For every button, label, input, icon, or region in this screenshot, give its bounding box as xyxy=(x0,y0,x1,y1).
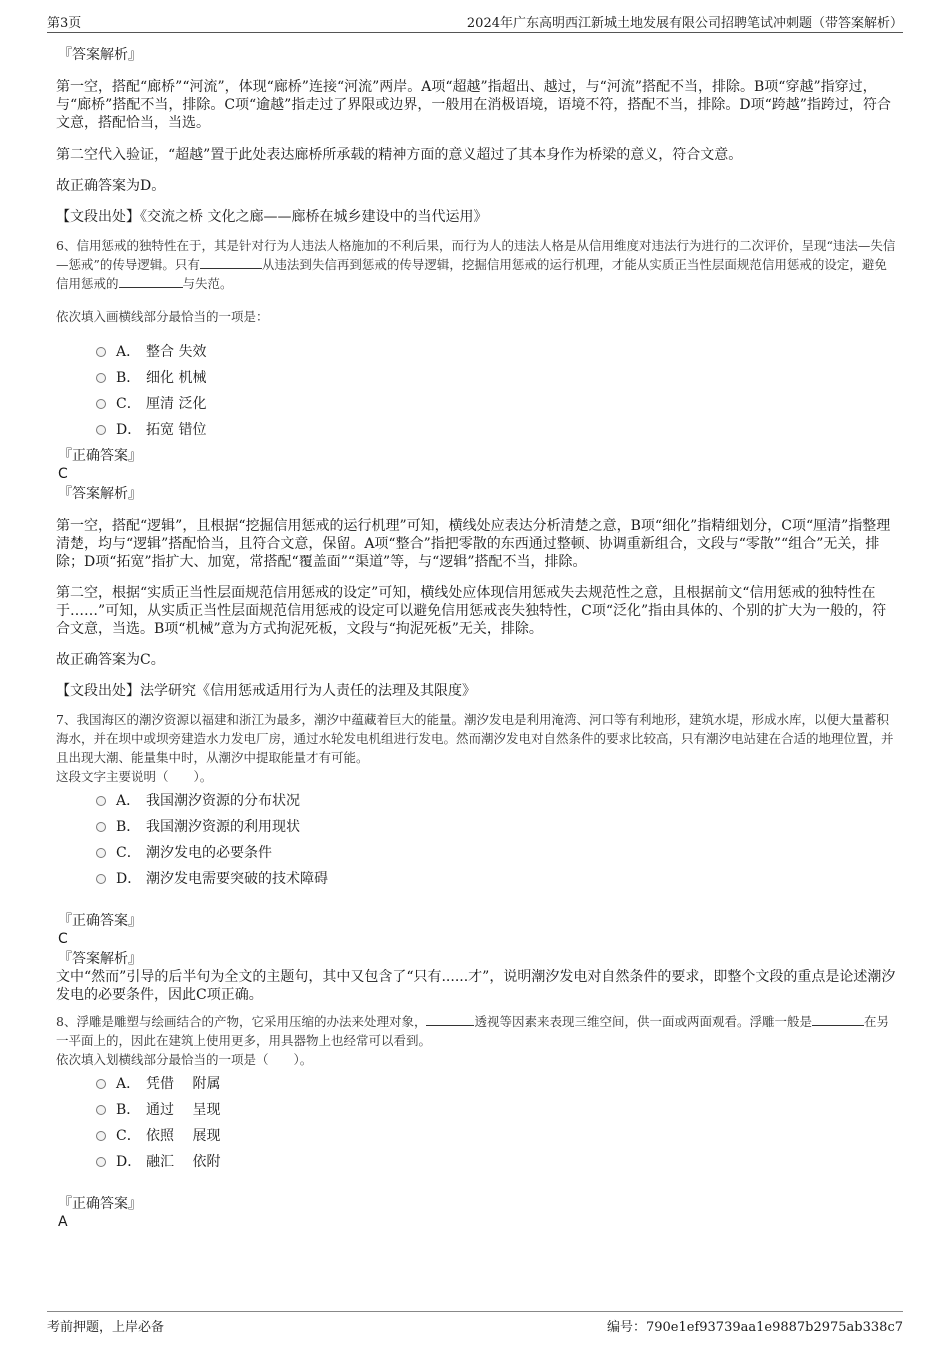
q8-stem-b: 透视等因素来表现三维空间，供一面或两面观看。浮雕一般是 xyxy=(474,1014,812,1029)
page-number: 第3页 xyxy=(47,16,82,31)
q6-analysis-p2: 第二空，根据“实质正当性层面规范信用惩戒的设定”可知，横线处应体现信用惩戒失去规范性之意，且根据前文“信用惩戒的独特性在于……”可知，从实质正当性层面规范信用惩戒的设定可以避免信用惩戒丧失独特性，C项“泛化”指由具体的、个别的扩大为一般的，符合文意，当选。B项“机械”意为方式拘泥死板，文段与“拘泥死板”无关，排除。 xyxy=(56,585,887,637)
q6-option-a[interactable]: A． 整合 失效 xyxy=(96,339,896,365)
q8-answer-label: 『正确答案』 xyxy=(58,1196,142,1212)
q7-analysis-label: 『答案解析』 xyxy=(58,951,142,967)
q8-stem xyxy=(56,1012,896,1050)
q8-option-a[interactable]: A． 凭借 附属 xyxy=(96,1071,896,1097)
q7-options xyxy=(56,788,896,892)
q5-analysis-p2: 第二空代入验证，“超越”置于此处表达廊桥所承载的精神方面的意义超过了其本身作为桥梁的意义，符合文意。 xyxy=(56,147,743,163)
q8-stem-a: 8、浮雕是雕塑与绘画结合的产物，它采用压缩的办法来处理对象， xyxy=(56,1014,427,1029)
document-title: 2024年广东高明西江新城土地发展有限公司招聘笔试冲刺题（带答案解析） xyxy=(466,16,903,31)
radio-icon[interactable] xyxy=(96,1157,106,1167)
q7-option-a[interactable]: A． 我国潮汐资源的分布状况 xyxy=(96,788,896,814)
q7-answer: C xyxy=(58,931,68,947)
q7-option-c[interactable]: C． 潮汐发电的必要条件 xyxy=(96,840,896,866)
q6-stem-a: 6、信用惩戒的独特性在于，其是针对行为人违法人格施加的不利后果，而行为人的违法人格是从信用维度对违法行为进行的二次评价，呈现“违法—失信—惩戒”的传导逻辑。只有 xyxy=(56,238,896,272)
q7-analysis: 文中“然而”引导的后半句为全文的主题句，其中又包含了“只有......才”，说明潮汐发电对自然条件的要求，即整个文段的重点是论述潮汐发电的必要条件，因此C项正确。 xyxy=(56,969,896,1003)
q7-option-b[interactable]: B． 我国潮汐资源的利用现状 xyxy=(96,814,896,840)
radio-icon[interactable] xyxy=(96,347,106,357)
radio-icon[interactable] xyxy=(96,425,106,435)
q8-stem-c: 在另一平面上的，因此在建筑上使用更多，用具器物上也经常可以看到。 xyxy=(56,1014,889,1048)
radio-icon[interactable] xyxy=(96,874,106,884)
q7-answer-label: 『正确答案』 xyxy=(58,913,142,929)
footer-serial: 编号：790e1ef93739aa1e9887b2975ab338c7 xyxy=(606,1320,903,1335)
q8-prompt: 依次填入划横线部分最恰当的一项是（ ）。 xyxy=(56,1052,313,1067)
radio-icon[interactable] xyxy=(96,848,106,858)
q6-analysis-p1: 第一空，搭配“逻辑”，且根据“挖掘信用惩戒的运行机理”可知，横线处应表达分析清楚之意，B项“细化”指精细划分，C项“厘清”指整理清楚，均与“逻辑”搭配恰当，且符合文意，保留。A项“整合”指把零散的东西通过整顿、协调重新组合，文段与“零散”“组合”无关，排除；D项“拓宽”指扩大、加宽，常搭配“覆盖面”“渠道”等，与“逻辑”搭配不当，排除。 xyxy=(56,518,891,570)
footer-slogan: 考前押题，上岸必备 xyxy=(47,1320,165,1335)
radio-icon[interactable] xyxy=(96,796,106,806)
q7-option-d[interactable]: D． 潮汐发电需要突破的技术障碍 xyxy=(96,866,896,892)
q6-blank-2 xyxy=(119,275,183,288)
radio-icon[interactable] xyxy=(96,1105,106,1115)
q6-stem xyxy=(56,236,896,293)
q5-conclusion: 故正确答案为D。 xyxy=(56,178,166,194)
radio-icon[interactable] xyxy=(96,822,106,832)
q8-option-c[interactable]: C． 依照 展现 xyxy=(96,1123,896,1149)
q6-conclusion: 故正确答案为C。 xyxy=(56,652,165,668)
q8-blank-1 xyxy=(426,1013,474,1026)
q8-option-b[interactable]: B． 通过 呈现 xyxy=(96,1097,896,1123)
q6-blank-1 xyxy=(200,256,262,269)
q7-stem: 7、我国海区的潮汐资源以福建和浙江为最多，潮汐中蕴藏着巨大的能量。潮汐发电是利用淹湾、河口等有利地形，建筑水堤，形成水库，以便大量蓄积海水，并在坝中或坝旁建造水力发电厂房，通过水轮发电机组进行发电。然而潮汐发电对自然条件的要求比较高，只有潮汐电站建在合适的地理位置，并且出现大潮、能量集中时，从潮汐中提取能量才有可能。 xyxy=(56,712,894,765)
q6-answer-label: 『正确答案』 xyxy=(58,448,142,464)
page-content xyxy=(56,44,896,1231)
q6-options xyxy=(56,339,896,443)
q5-analysis-p1: 第一空，搭配“廊桥”“河流”，体现“廊桥”连接“河流”两岸。A项“超越”指超出、越过，与“河流”搭配不当，排除。B项“穿越”指穿过，与“廊桥”搭配不当，排除。C项“逾越”指走过了界限或边界，一般用在消极语境，语境不符，搭配不当，排除。D项“跨越”指跨过，符合文意，搭配恰当，当选。 xyxy=(56,79,891,131)
q6-stem-b: 从违法到失信再到惩戒的传导逻辑，挖掘信用惩戒的运行机理，才能从实质正当性层面规范信用惩戒的设定，避免信用惩戒的 xyxy=(56,257,887,291)
radio-icon[interactable] xyxy=(96,373,106,383)
q8-option-d[interactable]: D． 融汇 依附 xyxy=(96,1149,896,1175)
page-header xyxy=(47,12,903,33)
q6-stem-c: 与失范。 xyxy=(182,276,233,291)
q6-prompt: 依次填入画横线部分最恰当的一项是： xyxy=(56,309,269,324)
q5-analysis-label: 『答案解析』 xyxy=(58,47,142,63)
q6-option-c[interactable]: C． 厘清 泛化 xyxy=(96,391,896,417)
radio-icon[interactable] xyxy=(96,399,106,409)
q6-option-d[interactable]: D． 拓宽 错位 xyxy=(96,417,896,443)
q6-source: 【文段出处】法学研究《信用惩戒适用行为人责任的法理及其限度》 xyxy=(56,683,476,699)
radio-icon[interactable] xyxy=(96,1131,106,1141)
q7-prompt: 这段文字主要说明（ ）。 xyxy=(56,769,213,784)
q8-answer: A xyxy=(58,1214,68,1230)
q6-analysis-label: 『答案解析』 xyxy=(58,486,142,502)
page-footer xyxy=(47,1311,903,1337)
q5-source: 【文段出处】《交流之桥 文化之廊——廊桥在城乡建设中的当代运用》 xyxy=(56,209,488,225)
radio-icon[interactable] xyxy=(96,1079,106,1089)
q8-options xyxy=(56,1071,896,1175)
q6-answer: C xyxy=(58,466,68,482)
q8-blank-2 xyxy=(812,1013,864,1026)
q6-option-b[interactable]: B． 细化 机械 xyxy=(96,365,896,391)
